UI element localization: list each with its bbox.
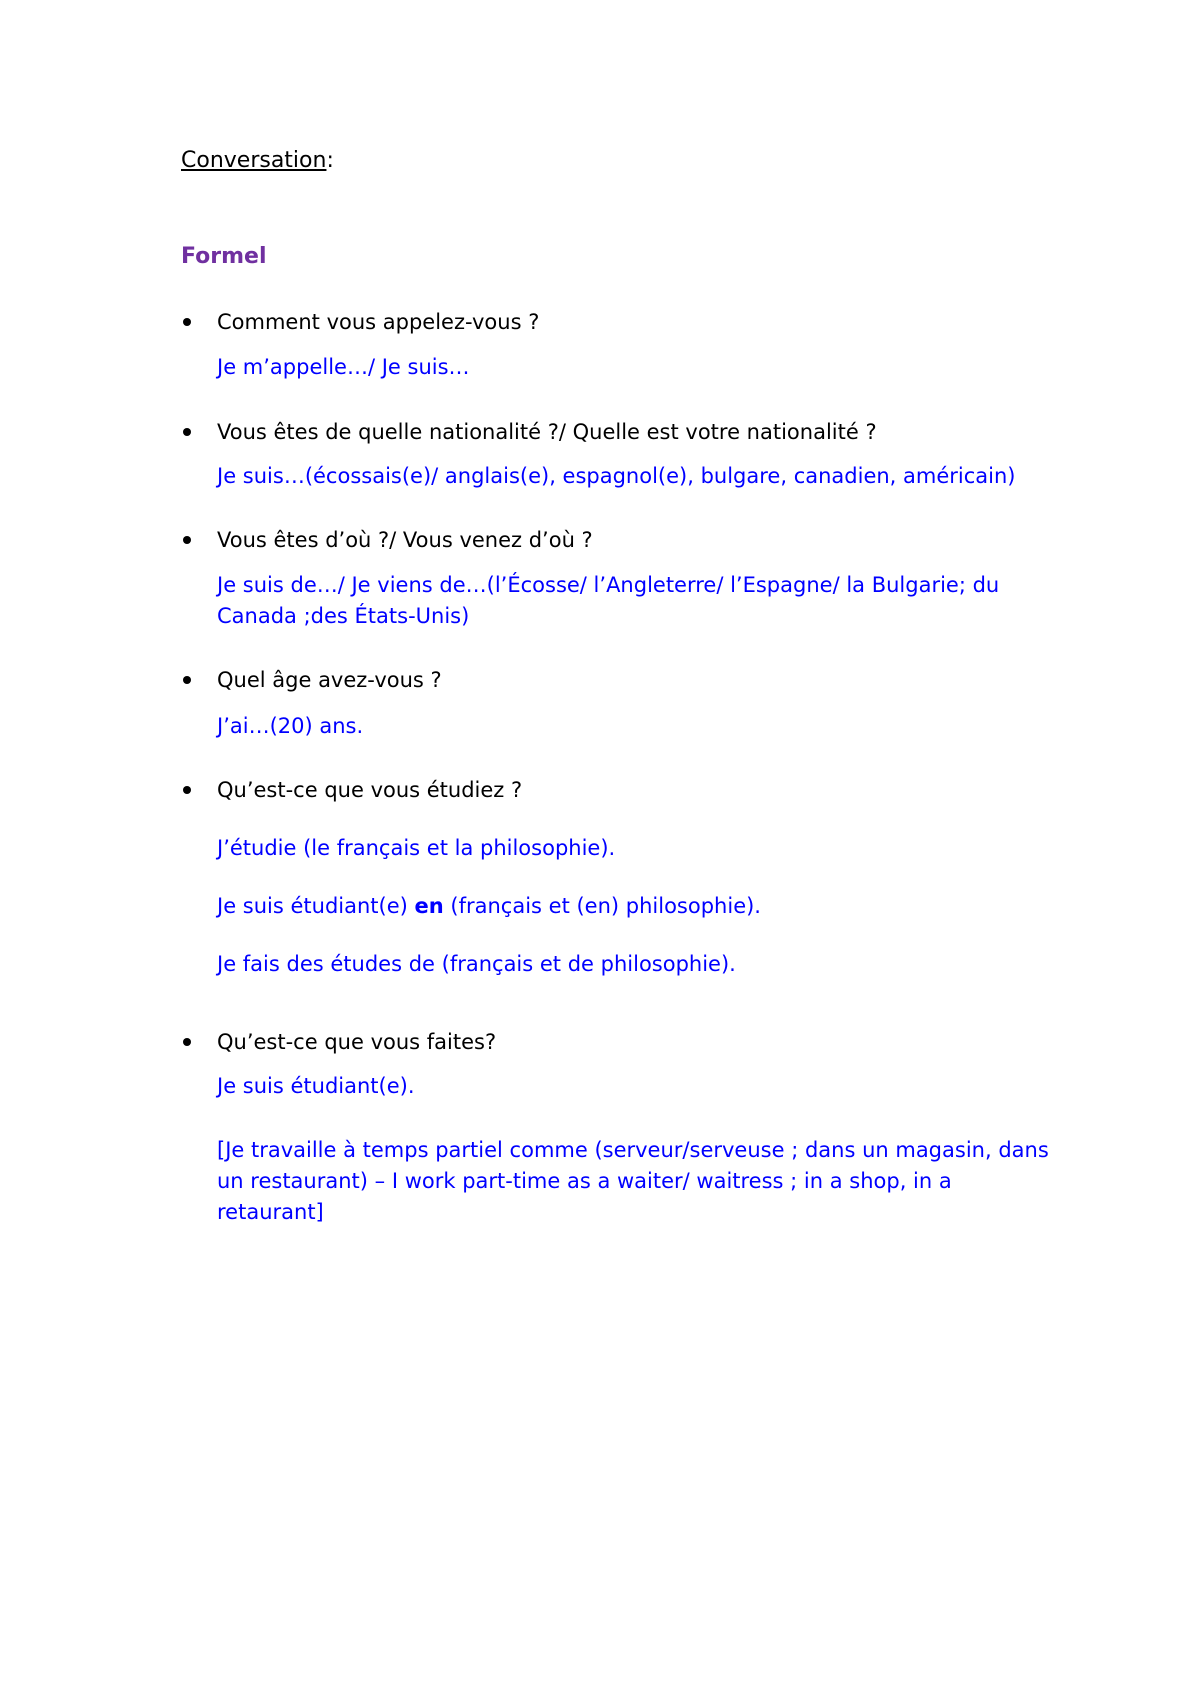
answer-2: Je suis…(écossais(e)/ anglais(e), espagnol(e), bulgare, canadien, américain) <box>217 464 1016 488</box>
bullet-icon <box>183 1038 191 1046</box>
answer-6b: [Je travaille à temps partiel comme (serveur/serveuse ; dans un magasin, dans un restaurant) – I work part-time as a waiter/ waitress ; in a shop, in a retaurant] <box>217 1138 1049 1224</box>
answer-5c: Je fais des études de (français et de philosophie). <box>217 952 736 976</box>
question-4: Quel âge avez-vous ? <box>217 668 442 692</box>
answer-5b-bold: en <box>414 894 444 918</box>
bullet-icon <box>183 536 191 544</box>
answer-5b-start: Je suis étudiant(e) <box>217 894 415 918</box>
section-heading: Formel <box>181 244 267 269</box>
question-5: Qu’est-ce que vous étudiez ? <box>217 778 523 802</box>
title-colon: : <box>326 148 334 173</box>
title-text: Conversation <box>181 148 327 173</box>
answer-6a: Je suis étudiant(e). <box>217 1074 415 1098</box>
bullet-icon <box>183 676 191 684</box>
question-1: Comment vous appelez-vous ? <box>217 310 540 334</box>
answer-1: Je m’appelle…/ Je suis… <box>217 355 470 379</box>
bullet-icon <box>183 318 191 326</box>
question-2: Vous êtes de quelle nationalité ?/ Quelle est votre nationalité ? <box>217 420 877 444</box>
bullet-icon <box>183 786 191 794</box>
answer-5b <box>217 891 1057 922</box>
answer-5a: J’étudie (le français et la philosophie). <box>217 836 616 860</box>
answer-5b-end: (français et (en) philosophie). <box>443 894 761 918</box>
answer-4: J’ai…(20) ans. <box>217 714 364 738</box>
bullet-icon <box>183 428 191 436</box>
document-title <box>181 146 334 176</box>
answer-3: Je suis de…/ Je viens de…(l’Écosse/ l’Angleterre/ l’Espagne/ la Bulgarie; du Canada ;des États-Unis) <box>217 573 1000 628</box>
question-6: Qu’est-ce que vous faites? <box>217 1030 497 1054</box>
question-3: Vous êtes d’où ?/ Vous venez d’où ? <box>217 528 593 552</box>
